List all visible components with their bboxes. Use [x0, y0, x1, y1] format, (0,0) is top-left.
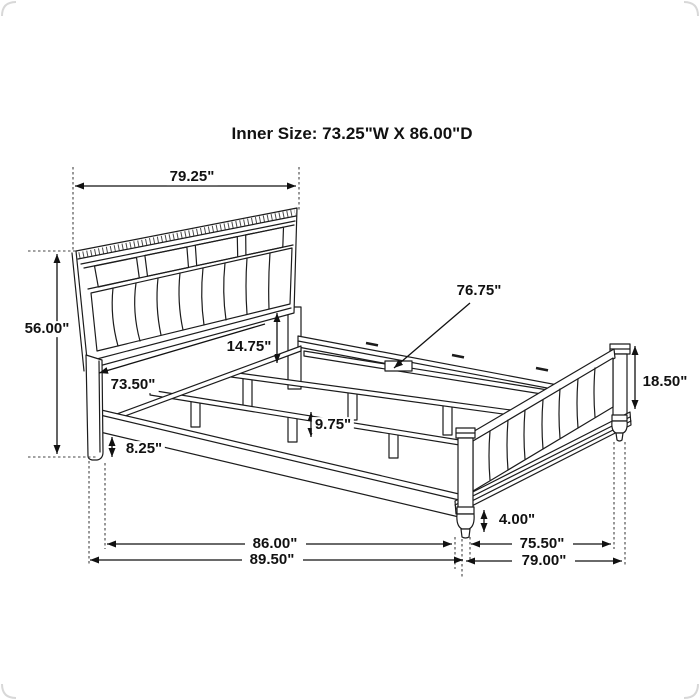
- dim-label-footboard-height: 18.50": [640, 374, 691, 390]
- dim-label-headboard-width: 79.25": [167, 169, 218, 185]
- dim-label-headboard-height: 56.00": [22, 321, 73, 337]
- dim-label-inner-length: 86.00": [250, 536, 301, 552]
- dim-label-slat-rail-length: 76.75": [454, 283, 505, 299]
- dim-label-footboard-inner-width: 75.50": [517, 536, 568, 552]
- dim-label-panel-to-rail-gap: 14.75": [224, 339, 275, 355]
- dim-label-inner-width: 73.50": [108, 377, 159, 393]
- dim-label-footboard-width: 79.00": [519, 553, 570, 569]
- dim-label-foot-height: 4.00": [496, 512, 538, 528]
- dim-label-rail-floor-clearance: 8.25": [123, 441, 165, 457]
- leader-line-76-75: [394, 303, 470, 368]
- dim-label-slat-leg-height: 9.75": [312, 417, 354, 433]
- diagram-title: Inner Size: 73.25"W X 86.00"D: [231, 124, 473, 143]
- dim-label-overall-length: 89.50": [247, 552, 298, 568]
- front-side-rail: [97, 409, 459, 517]
